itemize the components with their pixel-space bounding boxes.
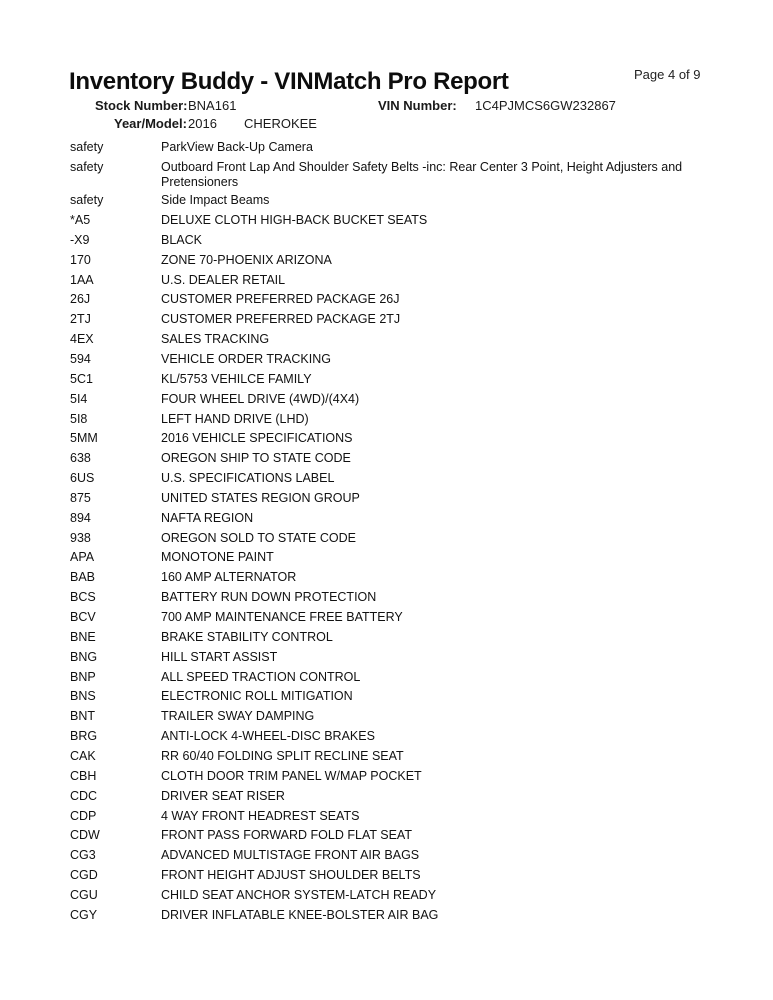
option-code: BRG: [70, 729, 98, 744]
option-description: OREGON SHIP TO STATE CODE: [161, 451, 351, 466]
option-description: OREGON SOLD TO STATE CODE: [161, 530, 356, 545]
option-code: 26J: [70, 292, 91, 307]
option-description: DELUXE CLOTH HIGH-BACK BUCKET SEATS: [161, 213, 428, 227]
stock-number-value: BNA161: [188, 98, 237, 113]
option-code: 5MM: [70, 431, 98, 446]
option-code: 875: [70, 490, 91, 505]
option-description: U.S. DEALER RETAIL: [161, 272, 286, 287]
option-description: MONOTONE PAINT: [161, 550, 274, 565]
option-description: TRAILER SWAY DAMPING: [161, 709, 315, 724]
option-code: BNP: [70, 669, 96, 684]
option-code: BAB: [70, 570, 96, 585]
option-description: CHILD SEAT ANCHOR SYSTEM-LATCH READY: [161, 887, 437, 902]
option-code: CDP: [70, 808, 97, 823]
option-description: HILL START ASSIST: [161, 649, 278, 664]
option-description: Outboard Front Lap And Shoulder Safety Belts -inc: Rear Center 3 Point, Height Adjusters and Pretensioners: [161, 160, 683, 189]
option-code: 638: [70, 451, 91, 466]
option-code: 5I4: [70, 391, 88, 406]
page-number: Page 4 of 9: [634, 67, 701, 82]
option-code: BNE: [70, 629, 96, 644]
option-code: CGY: [70, 907, 98, 922]
option-code: 2TJ: [70, 312, 91, 327]
option-code: BCS: [70, 590, 96, 605]
year-value: 2016: [188, 116, 217, 131]
option-code: 170: [70, 252, 91, 267]
model-value: CHEROKEE: [244, 116, 317, 131]
option-code: 594: [70, 351, 91, 366]
option-description: ANTI-LOCK 4-WHEEL-DISC BRAKES: [161, 729, 375, 744]
option-code: 5I8: [70, 411, 88, 426]
vin-number-value: 1C4PJMCS6GW232867: [475, 98, 616, 113]
option-description: FRONT HEIGHT ADJUST SHOULDER BELTS: [161, 868, 421, 883]
option-description: LEFT HAND DRIVE (LHD): [161, 411, 309, 426]
option-code: CBH: [70, 768, 97, 783]
option-description: VEHICLE ORDER TRACKING: [161, 351, 331, 366]
option-description: Side Impact Beams: [161, 193, 270, 207]
option-code: BNT: [70, 709, 95, 724]
option-code: CG3: [70, 848, 96, 863]
option-code: BNS: [70, 689, 96, 704]
option-code: 4EX: [70, 332, 94, 347]
option-description: NAFTA REGION: [161, 510, 254, 525]
report-title: Inventory Buddy - VINMatch Pro Report: [69, 68, 509, 95]
option-code: CGD: [70, 868, 98, 883]
option-code: CAK: [70, 748, 96, 763]
option-code: BNG: [70, 649, 98, 664]
stock-number-label: Stock Number:: [95, 98, 188, 113]
option-code: APA: [70, 550, 95, 565]
option-description: BATTERY RUN DOWN PROTECTION: [161, 590, 377, 605]
option-description: 4 WAY FRONT HEADREST SEATS: [161, 808, 360, 823]
option-code: -X9: [70, 232, 90, 247]
option-description: UNITED STATES REGION GROUP: [161, 490, 360, 505]
option-code: CDC: [70, 788, 98, 803]
option-code: 5C1: [70, 371, 93, 386]
option-code: 894: [70, 510, 91, 525]
option-description: ADVANCED MULTISTAGE FRONT AIR BAGS: [161, 848, 420, 863]
option-code: 938: [70, 530, 91, 545]
option-description: CUSTOMER PREFERRED PACKAGE 2TJ: [161, 312, 401, 327]
option-description: BRAKE STABILITY CONTROL: [161, 629, 333, 644]
option-description: DRIVER INFLATABLE KNEE-BOLSTER AIR BAG: [161, 907, 439, 922]
option-description: ZONE 70-PHOENIX ARIZONA: [161, 252, 332, 267]
option-description: 700 AMP MAINTENANCE FREE BATTERY: [161, 610, 403, 624]
option-code: 6US: [70, 471, 95, 486]
option-code: safety: [70, 193, 104, 207]
option-description: 2016 VEHICLE SPECIFICATIONS: [161, 431, 353, 446]
option-description: CUSTOMER PREFERRED PACKAGE 26J: [161, 292, 400, 307]
option-description: KL/5753 VEHILCE FAMILY: [161, 371, 312, 386]
option-code: *A5: [70, 213, 91, 227]
option-code: safety: [70, 140, 104, 154]
option-description: ALL SPEED TRACTION CONTROL: [161, 669, 361, 684]
year-model-label: Year/Model:: [114, 116, 187, 131]
option-description: CLOTH DOOR TRIM PANEL W/MAP POCKET: [161, 768, 422, 783]
option-code: CGU: [70, 887, 98, 902]
option-code: 1AA: [70, 272, 94, 287]
option-description: BLACK: [161, 232, 202, 247]
option-description: RR 60/40 FOLDING SPLIT RECLINE SEAT: [161, 748, 404, 763]
option-description: ELECTRONIC ROLL MITIGATION: [161, 689, 353, 704]
option-code: CDW: [70, 828, 100, 843]
option-description: DRIVER SEAT RISER: [161, 788, 285, 803]
option-description: 160 AMP ALTERNATOR: [161, 570, 297, 585]
option-description: ParkView Back-Up Camera: [161, 140, 313, 154]
option-description: FRONT PASS FORWARD FOLD FLAT SEAT: [161, 828, 412, 843]
option-description: FOUR WHEEL DRIVE (4WD)/(4X4): [161, 391, 360, 406]
option-description: U.S. SPECIFICATIONS LABEL: [161, 471, 335, 486]
option-code: safety: [70, 160, 104, 174]
option-code: BCV: [70, 610, 96, 624]
option-description: SALES TRACKING: [161, 332, 270, 347]
vin-number-label: VIN Number:: [378, 98, 457, 113]
